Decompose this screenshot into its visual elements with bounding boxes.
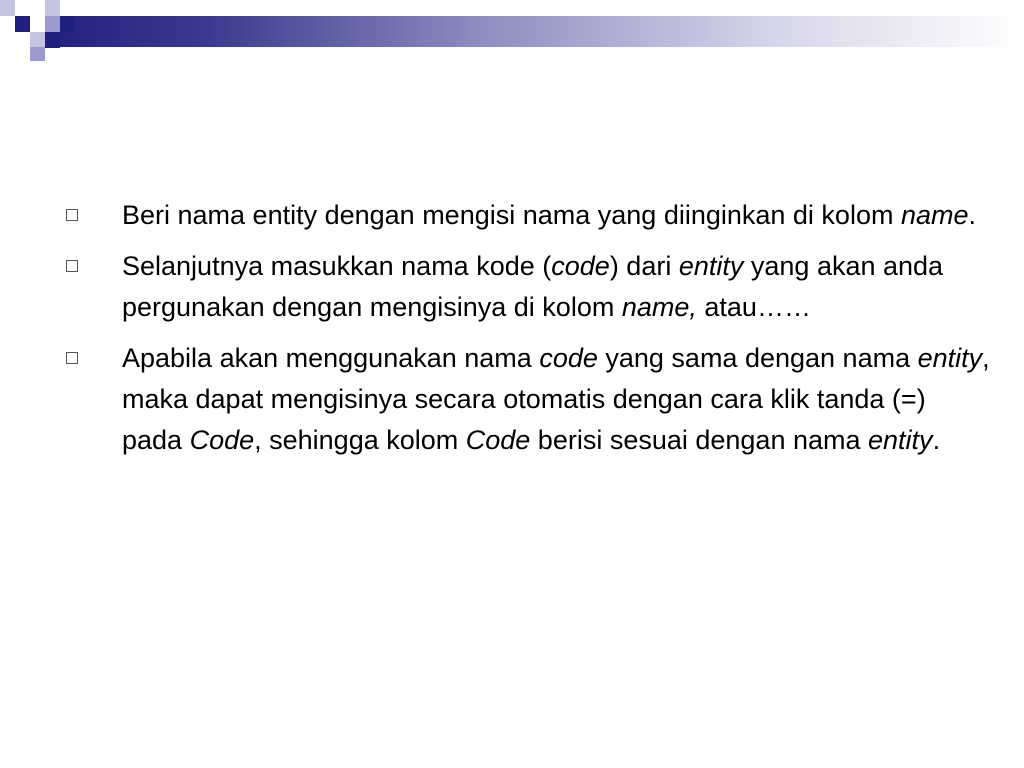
text-segment: yang akan anda pergunakan dengan mengisinya di kolom — [122, 251, 944, 322]
bullet-text — [122, 251, 943, 322]
text-segment: , maka dapat mengisinya secara otomatis dengan cara klik tanda (=) pada — [122, 343, 990, 455]
text-segment: yang sama dengan nama — [597, 343, 918, 373]
decor-square — [15, 32, 30, 48]
italic-text-segment: name — [900, 200, 969, 230]
decor-square — [45, 16, 60, 32]
italic-text-segment: Code — [189, 425, 255, 455]
text-segment: . — [968, 200, 977, 230]
decor-square — [30, 32, 45, 48]
text-segment: ) dari — [609, 251, 679, 281]
decor-square — [0, 0, 15, 16]
text-segment: Selanjutnya masukkan nama kode ( — [122, 251, 552, 281]
text-segment: Beri nama entity dengan mengisi nama yang diinginkan di kolom — [122, 200, 901, 230]
italic-text-segment: Code — [465, 425, 531, 455]
decor-square — [45, 0, 60, 16]
italic-text-segment: code — [551, 251, 610, 281]
decor-square — [15, 16, 30, 32]
bullet-item — [60, 338, 990, 461]
text-segment: Apabila akan menggunakan nama — [122, 343, 540, 373]
bullet-list — [60, 195, 990, 471]
header-gradient-bar — [30, 16, 1024, 47]
italic-text-segment: entity — [678, 251, 744, 281]
decor-square — [30, 47, 45, 61]
text-segment: atau…… — [696, 292, 811, 322]
square-bullet-icon — [66, 352, 78, 364]
square-bullet-icon — [66, 209, 78, 221]
bullet-text — [122, 200, 976, 230]
italic-text-segment: entity — [868, 425, 933, 455]
decor-square — [60, 16, 75, 32]
decor-square — [30, 16, 45, 32]
text-segment: , sehingga kolom — [254, 425, 466, 455]
bullet-item — [60, 195, 990, 236]
bullet-item — [60, 246, 990, 328]
decor-square — [60, 0, 75, 16]
decor-square — [15, 0, 30, 16]
italic-text-segment: name, — [621, 292, 697, 322]
text-segment: . — [932, 425, 941, 455]
text-segment: berisi sesuai dengan nama — [530, 425, 869, 455]
italic-text-segment: entity — [917, 343, 983, 373]
square-bullet-icon — [66, 260, 78, 272]
italic-text-segment: code — [539, 343, 598, 373]
bullet-text — [122, 343, 990, 455]
decor-square — [45, 32, 60, 48]
